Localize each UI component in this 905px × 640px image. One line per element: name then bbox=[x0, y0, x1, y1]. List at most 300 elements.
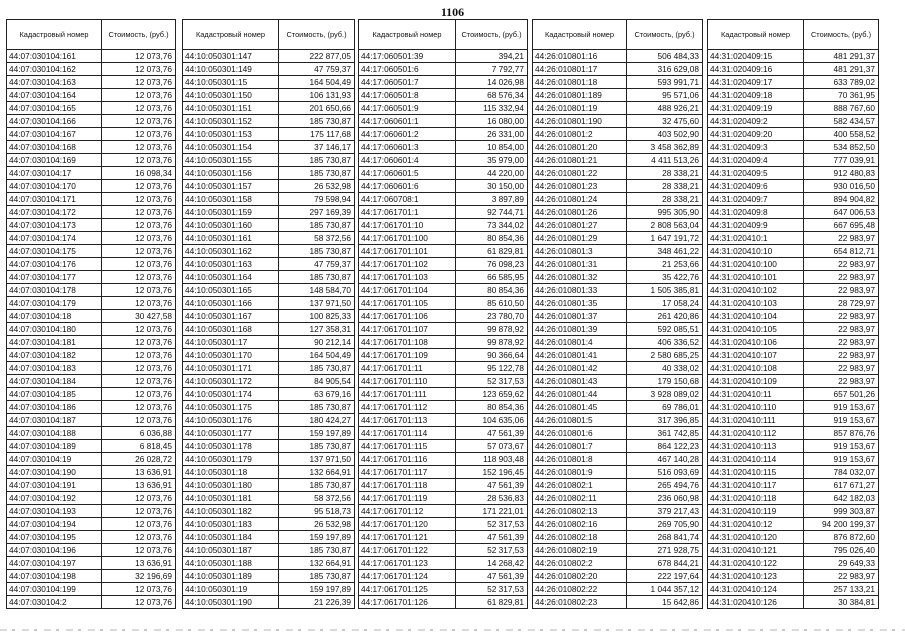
table-row bbox=[183, 271, 355, 284]
value-cell: 79 598,94 bbox=[279, 193, 355, 206]
cadastral-number-cell: 44:07:030104:19 bbox=[7, 453, 102, 466]
value-cell: 76 098,23 bbox=[456, 258, 528, 271]
cadastral-number-cell: 44:17:061701:101 bbox=[359, 245, 456, 258]
cadastral-number-cell: 44:26:010801:21 bbox=[533, 154, 627, 167]
table-row bbox=[708, 102, 879, 115]
table-row bbox=[7, 245, 176, 258]
cadastral-number-cell: 44:07:030104:172 bbox=[7, 206, 102, 219]
value-cell: 236 060,98 bbox=[627, 492, 703, 505]
cadastral-number-cell: 44:10:050301:17 bbox=[183, 336, 279, 349]
value-cell: 919 153,67 bbox=[804, 440, 879, 453]
value-cell: 12 073,76 bbox=[102, 284, 176, 297]
table-row bbox=[359, 375, 528, 388]
cadastral-number-cell: 44:17:060601:3 bbox=[359, 141, 456, 154]
value-cell: 80 854,36 bbox=[456, 284, 528, 297]
cadastral-number-cell: 44:10:050301:171 bbox=[183, 362, 279, 375]
table-row bbox=[7, 388, 176, 401]
value-cell: 137 971,50 bbox=[279, 297, 355, 310]
cadastral-number-cell: 44:26:010801:42 bbox=[533, 362, 627, 375]
value-cell: 361 742,85 bbox=[627, 427, 703, 440]
cadastral-number-cell: 44:26:010801:45 bbox=[533, 401, 627, 414]
table-row bbox=[7, 583, 176, 596]
table-row bbox=[183, 63, 355, 76]
value-header: Стоимость, (руб.) bbox=[102, 20, 176, 50]
cadastral-number-cell: 44:26:010801:9 bbox=[533, 466, 627, 479]
table-row bbox=[7, 219, 176, 232]
value-cell: 13 636,91 bbox=[102, 466, 176, 479]
value-cell: 185 730,87 bbox=[279, 479, 355, 492]
cadastral-number-cell: 44:10:050301:170 bbox=[183, 349, 279, 362]
cadastral-number-cell: 44:17:061701:11 bbox=[359, 362, 456, 375]
cadastral-number-cell: 44:10:050301:162 bbox=[183, 245, 279, 258]
value-cell: 467 140,28 bbox=[627, 453, 703, 466]
cadastral-number-cell: 44:07:030104:190 bbox=[7, 466, 102, 479]
cadastral-number-cell: 44:07:030104:183 bbox=[7, 362, 102, 375]
table-row bbox=[7, 336, 176, 349]
value-cell: 6 818,45 bbox=[102, 440, 176, 453]
table-row bbox=[359, 388, 528, 401]
cadastral-number-cell: 44:31:020410:12 bbox=[708, 518, 804, 531]
cadastral-number-cell: 44:26:010801:17 bbox=[533, 63, 627, 76]
cadastral-number-cell: 44:17:061701:111 bbox=[359, 388, 456, 401]
table-row bbox=[7, 427, 176, 440]
cadastral-number-cell: 44:07:030104:174 bbox=[7, 232, 102, 245]
value-cell: 394,21 bbox=[456, 50, 528, 63]
cadastral-number-cell: 44:31:020410:119 bbox=[708, 505, 804, 518]
value-cell: 104 635,06 bbox=[456, 414, 528, 427]
value-cell: 12 073,76 bbox=[102, 583, 176, 596]
table-row bbox=[7, 596, 176, 609]
cadastral-number-cell: 44:17:060501:6 bbox=[359, 63, 456, 76]
table-row bbox=[533, 167, 703, 180]
table-row bbox=[533, 284, 703, 297]
cadastral-number-cell: 44:31:020410:115 bbox=[708, 466, 804, 479]
value-cell: 888 767,60 bbox=[804, 102, 879, 115]
cadastral-number-cell: 44:26:010802:18 bbox=[533, 531, 627, 544]
value-cell: 52 317,53 bbox=[456, 375, 528, 388]
value-cell: 92 744,71 bbox=[456, 206, 528, 219]
value-cell: 23 780,70 bbox=[456, 310, 528, 323]
cadastral-number-cell: 44:10:050301:189 bbox=[183, 570, 279, 583]
table-row bbox=[7, 492, 176, 505]
cadastral-number-cell: 44:07:030104:2 bbox=[7, 596, 102, 609]
value-header: Стоимость, (руб.) bbox=[456, 20, 528, 50]
cadastral-number-cell: 44:10:050301:178 bbox=[183, 440, 279, 453]
table-row bbox=[7, 544, 176, 557]
value-cell: 12 073,76 bbox=[102, 141, 176, 154]
cadastral-number-cell: 44:26:010801:18 bbox=[533, 76, 627, 89]
table-row bbox=[533, 102, 703, 115]
value-cell: 47 561,39 bbox=[456, 570, 528, 583]
table-row bbox=[708, 50, 879, 63]
value-cell: 100 825,33 bbox=[279, 310, 355, 323]
table-row bbox=[708, 310, 879, 323]
cadastral-number-cell: 44:07:030104:192 bbox=[7, 492, 102, 505]
table-row bbox=[183, 128, 355, 141]
cadastral-number-cell: 44:10:050301:159 bbox=[183, 206, 279, 219]
cadastral-number-cell: 44:10:050301:190 bbox=[183, 596, 279, 609]
value-cell: 68 576,34 bbox=[456, 89, 528, 102]
value-cell: 73 344,02 bbox=[456, 219, 528, 232]
table-row bbox=[708, 115, 879, 128]
value-cell: 57 073,67 bbox=[456, 440, 528, 453]
table-row bbox=[183, 570, 355, 583]
cadastral-number-cell: 44:17:061701:10 bbox=[359, 219, 456, 232]
value-cell: 29 649,33 bbox=[804, 557, 879, 570]
cadastral-number-cell: 44:17:061701:1 bbox=[359, 206, 456, 219]
value-cell: 12 073,76 bbox=[102, 76, 176, 89]
cadastral-number-cell: 44:31:020410:103 bbox=[708, 297, 804, 310]
table-row bbox=[359, 154, 528, 167]
cadastral-number-cell: 44:10:050301:160 bbox=[183, 219, 279, 232]
table-row bbox=[533, 76, 703, 89]
table-row bbox=[708, 245, 879, 258]
value-cell: 132 664,91 bbox=[279, 557, 355, 570]
cadastral-number-cell: 44:07:030104:170 bbox=[7, 180, 102, 193]
table-row bbox=[183, 440, 355, 453]
value-cell: 894 904,82 bbox=[804, 193, 879, 206]
value-cell: 7 792,77 bbox=[456, 63, 528, 76]
value-cell: 6 036,88 bbox=[102, 427, 176, 440]
table-row bbox=[7, 531, 176, 544]
table-row bbox=[708, 323, 879, 336]
table-row bbox=[533, 362, 703, 375]
cadastral-number-cell: 44:26:010801:3 bbox=[533, 245, 627, 258]
cadastral-number-cell: 44:31:020410:104 bbox=[708, 310, 804, 323]
value-cell: 175 117,68 bbox=[279, 128, 355, 141]
cadastral-number-header: Кадастровый номер bbox=[533, 20, 627, 50]
table-row bbox=[533, 596, 703, 609]
table-row bbox=[533, 310, 703, 323]
cadastral-number-cell: 44:17:061701:122 bbox=[359, 544, 456, 557]
table-row bbox=[533, 388, 703, 401]
value-cell: 22 983,97 bbox=[804, 284, 879, 297]
cadastral-number-cell: 44:26:010801:189 bbox=[533, 89, 627, 102]
table-row bbox=[183, 518, 355, 531]
value-cell: 40 338,02 bbox=[627, 362, 703, 375]
cadastral-number-cell: 44:10:050301:150 bbox=[183, 89, 279, 102]
table-row bbox=[533, 180, 703, 193]
cadastral-number-cell: 44:07:030104:179 bbox=[7, 297, 102, 310]
cadastral-number-cell: 44:31:020410:101 bbox=[708, 271, 804, 284]
value-cell: 70 361,95 bbox=[804, 89, 879, 102]
value-cell: 633 789,02 bbox=[804, 76, 879, 89]
value-cell: 99 878,92 bbox=[456, 336, 528, 349]
cadastral-number-cell: 44:26:010801:37 bbox=[533, 310, 627, 323]
cadastral-number-cell: 44:31:020410:1 bbox=[708, 232, 804, 245]
table-row bbox=[708, 440, 879, 453]
cadastral-number-cell: 44:07:030104:18 bbox=[7, 310, 102, 323]
cadastral-number-cell: 44:10:050301:165 bbox=[183, 284, 279, 297]
value-cell: 12 073,76 bbox=[102, 128, 176, 141]
cadastral-number-cell: 44:17:061701:123 bbox=[359, 557, 456, 570]
table-row bbox=[359, 180, 528, 193]
table-row bbox=[7, 128, 176, 141]
cadastral-number-cell: 44:10:050301:149 bbox=[183, 63, 279, 76]
table-row bbox=[708, 258, 879, 271]
table-row bbox=[708, 232, 879, 245]
table-row bbox=[708, 492, 879, 505]
cadastral-number-cell: 44:07:030104:185 bbox=[7, 388, 102, 401]
cadastral-number-cell: 44:31:020409:8 bbox=[708, 206, 804, 219]
table-row bbox=[183, 349, 355, 362]
table-row bbox=[708, 466, 879, 479]
cadastral-number-cell: 44:10:050301:167 bbox=[183, 310, 279, 323]
cadastral-number-cell: 44:10:050301:187 bbox=[183, 544, 279, 557]
value-cell: 22 983,97 bbox=[804, 375, 879, 388]
cadastral-number-cell: 44:07:030104:162 bbox=[7, 63, 102, 76]
scan-edge-artifact bbox=[0, 629, 905, 631]
value-cell: 12 073,76 bbox=[102, 180, 176, 193]
table-row bbox=[359, 414, 528, 427]
table-row bbox=[708, 401, 879, 414]
table-row bbox=[708, 557, 879, 570]
value-cell: 164 504,49 bbox=[279, 349, 355, 362]
value-cell: 582 434,57 bbox=[804, 115, 879, 128]
table-row bbox=[7, 440, 176, 453]
table-row bbox=[533, 128, 703, 141]
cadastral-number-cell: 44:10:050301:163 bbox=[183, 258, 279, 271]
value-cell: 132 664,91 bbox=[279, 466, 355, 479]
table-row bbox=[359, 89, 528, 102]
cadastral-number-cell: 44:17:060601:6 bbox=[359, 180, 456, 193]
table-row bbox=[183, 50, 355, 63]
table-row bbox=[708, 362, 879, 375]
cadastral-number-cell: 44:17:060501:8 bbox=[359, 89, 456, 102]
cadastral-number-cell: 44:10:050301:157 bbox=[183, 180, 279, 193]
cadastral-number-cell: 44:31:020410:100 bbox=[708, 258, 804, 271]
cadastral-number-cell: 44:10:050301:19 bbox=[183, 583, 279, 596]
value-cell: 30 150,00 bbox=[456, 180, 528, 193]
value-cell: 12 073,76 bbox=[102, 115, 176, 128]
table-row bbox=[359, 336, 528, 349]
cadastral-number-cell: 44:26:010801:6 bbox=[533, 427, 627, 440]
table-row bbox=[7, 375, 176, 388]
cadastral-number-cell: 44:26:010801:32 bbox=[533, 271, 627, 284]
table-row bbox=[7, 323, 176, 336]
value-cell: 12 073,76 bbox=[102, 232, 176, 245]
value-cell: 13 636,91 bbox=[102, 479, 176, 492]
cadastral-number-cell: 44:31:020410:117 bbox=[708, 479, 804, 492]
value-cell: 348 461,22 bbox=[627, 245, 703, 258]
cadastral-number-cell: 44:26:010801:19 bbox=[533, 102, 627, 115]
table-row bbox=[359, 453, 528, 466]
table-row bbox=[359, 297, 528, 310]
cadastral-table-column-1 bbox=[6, 19, 176, 609]
table-row bbox=[359, 245, 528, 258]
table-row bbox=[359, 583, 528, 596]
value-cell: 185 730,87 bbox=[279, 570, 355, 583]
value-cell: 406 336,52 bbox=[627, 336, 703, 349]
cadastral-number-cell: 44:17:061701:116 bbox=[359, 453, 456, 466]
table-row bbox=[708, 284, 879, 297]
table-row bbox=[7, 453, 176, 466]
cadastral-number-cell: 44:10:050301:181 bbox=[183, 492, 279, 505]
cadastral-number-cell: 44:31:020410:107 bbox=[708, 349, 804, 362]
cadastral-number-cell: 44:07:030104:17 bbox=[7, 167, 102, 180]
table-row bbox=[7, 479, 176, 492]
value-cell: 2 580 685,25 bbox=[627, 349, 703, 362]
cadastral-number-cell: 44:10:050301:155 bbox=[183, 154, 279, 167]
cadastral-number-cell: 44:07:030104:195 bbox=[7, 531, 102, 544]
value-cell: 22 983,97 bbox=[804, 362, 879, 375]
table-row bbox=[533, 518, 703, 531]
table-row bbox=[7, 63, 176, 76]
cadastral-number-cell: 44:07:030104:176 bbox=[7, 258, 102, 271]
table-row bbox=[7, 310, 176, 323]
value-cell: 919 153,67 bbox=[804, 401, 879, 414]
cadastral-number-cell: 44:17:060501:39 bbox=[359, 50, 456, 63]
cadastral-number-cell: 44:31:020410:11 bbox=[708, 388, 804, 401]
table-row bbox=[183, 388, 355, 401]
value-cell: 171 221,01 bbox=[456, 505, 528, 518]
value-cell: 647 006,53 bbox=[804, 206, 879, 219]
table-row bbox=[708, 531, 879, 544]
value-cell: 61 829,81 bbox=[456, 596, 528, 609]
table-row bbox=[708, 63, 879, 76]
value-cell: 80 854,36 bbox=[456, 232, 528, 245]
cadastral-number-cell: 44:10:050301:18 bbox=[183, 466, 279, 479]
cadastral-number-cell: 44:26:010802:13 bbox=[533, 505, 627, 518]
table-row bbox=[533, 63, 703, 76]
table-row bbox=[359, 557, 528, 570]
value-cell: 63 679,16 bbox=[279, 388, 355, 401]
cadastral-number-cell: 44:17:060601:1 bbox=[359, 115, 456, 128]
table-row bbox=[7, 401, 176, 414]
table-row bbox=[7, 76, 176, 89]
table-row bbox=[708, 297, 879, 310]
table-row bbox=[359, 232, 528, 245]
cadastral-number-cell: 44:17:061701:119 bbox=[359, 492, 456, 505]
value-cell: 90 366,64 bbox=[456, 349, 528, 362]
value-cell: 16 098,34 bbox=[102, 167, 176, 180]
cadastral-number-cell: 44:17:061701:125 bbox=[359, 583, 456, 596]
cadastral-number-cell: 44:17:061701:103 bbox=[359, 271, 456, 284]
value-cell: 35 422,76 bbox=[627, 271, 703, 284]
value-cell: 777 039,91 bbox=[804, 154, 879, 167]
value-cell: 516 093,69 bbox=[627, 466, 703, 479]
table-row bbox=[533, 505, 703, 518]
table-row bbox=[533, 557, 703, 570]
value-cell: 12 073,76 bbox=[102, 336, 176, 349]
cadastral-number-cell: 44:31:020410:122 bbox=[708, 557, 804, 570]
value-cell: 35 979,00 bbox=[456, 154, 528, 167]
table-row bbox=[533, 50, 703, 63]
table-row bbox=[183, 102, 355, 115]
table-row bbox=[708, 154, 879, 167]
cadastral-number-cell: 44:17:061701:117 bbox=[359, 466, 456, 479]
table-row bbox=[7, 258, 176, 271]
value-cell: 69 786,01 bbox=[627, 401, 703, 414]
value-cell: 488 926,21 bbox=[627, 102, 703, 115]
value-cell: 297 169,39 bbox=[279, 206, 355, 219]
cadastral-number-cell: 44:26:010801:2 bbox=[533, 128, 627, 141]
table-row bbox=[708, 479, 879, 492]
cadastral-number-cell: 44:07:030104:177 bbox=[7, 271, 102, 284]
table-row bbox=[359, 466, 528, 479]
cadastral-number-cell: 44:10:050301:179 bbox=[183, 453, 279, 466]
cadastral-number-cell: 44:26:010801:5 bbox=[533, 414, 627, 427]
value-cell: 22 983,97 bbox=[804, 232, 879, 245]
cadastral-number-cell: 44:10:050301:154 bbox=[183, 141, 279, 154]
cadastral-number-cell: 44:26:010801:20 bbox=[533, 141, 627, 154]
value-cell: 47 561,39 bbox=[456, 427, 528, 440]
table-row bbox=[533, 297, 703, 310]
cadastral-number-cell: 44:31:020410:123 bbox=[708, 570, 804, 583]
value-cell: 66 585,95 bbox=[456, 271, 528, 284]
cadastral-number-cell: 44:07:030104:182 bbox=[7, 349, 102, 362]
value-cell: 47 561,39 bbox=[456, 531, 528, 544]
value-cell: 3 458 362,89 bbox=[627, 141, 703, 154]
cadastral-number-cell: 44:07:030104:166 bbox=[7, 115, 102, 128]
value-cell: 16 080,00 bbox=[456, 115, 528, 128]
table-row bbox=[533, 583, 703, 596]
table-row bbox=[533, 206, 703, 219]
table-row bbox=[533, 453, 703, 466]
value-cell: 667 695,48 bbox=[804, 219, 879, 232]
value-cell: 12 073,76 bbox=[102, 297, 176, 310]
table-row bbox=[7, 362, 176, 375]
value-cell: 185 730,87 bbox=[279, 154, 355, 167]
table-row bbox=[183, 427, 355, 440]
cadastral-number-cell: 44:07:030104:186 bbox=[7, 401, 102, 414]
table-row bbox=[359, 76, 528, 89]
table-row bbox=[359, 440, 528, 453]
cadastral-number-header: Кадастровый номер bbox=[183, 20, 279, 50]
table-row bbox=[533, 440, 703, 453]
value-cell: 12 073,76 bbox=[102, 154, 176, 167]
value-cell: 159 197,89 bbox=[279, 427, 355, 440]
value-cell: 12 073,76 bbox=[102, 401, 176, 414]
value-cell: 857 876,76 bbox=[804, 427, 879, 440]
cadastral-number-cell: 44:26:010802:22 bbox=[533, 583, 627, 596]
cadastral-number-cell: 44:07:030104:181 bbox=[7, 336, 102, 349]
value-cell: 995 305,90 bbox=[627, 206, 703, 219]
cadastral-number-cell: 44:07:030104:187 bbox=[7, 414, 102, 427]
table-row bbox=[359, 284, 528, 297]
value-cell: 268 841,74 bbox=[627, 531, 703, 544]
table-row bbox=[533, 141, 703, 154]
table-row bbox=[359, 427, 528, 440]
cadastral-number-cell: 44:07:030104:163 bbox=[7, 76, 102, 89]
value-cell: 12 073,76 bbox=[102, 206, 176, 219]
cadastral-number-cell: 44:31:020410:112 bbox=[708, 427, 804, 440]
value-cell: 12 073,76 bbox=[102, 505, 176, 518]
value-cell: 201 650,66 bbox=[279, 102, 355, 115]
table-row bbox=[7, 141, 176, 154]
cadastral-number-cell: 44:07:030104:199 bbox=[7, 583, 102, 596]
value-cell: 271 928,75 bbox=[627, 544, 703, 557]
cadastral-number-cell: 44:07:030104:175 bbox=[7, 245, 102, 258]
cadastral-number-cell: 44:31:020409:7 bbox=[708, 193, 804, 206]
value-cell: 678 844,21 bbox=[627, 557, 703, 570]
value-cell: 999 303,87 bbox=[804, 505, 879, 518]
table-row bbox=[708, 518, 879, 531]
value-cell: 14 026,98 bbox=[456, 76, 528, 89]
cadastral-number-cell: 44:26:010801:16 bbox=[533, 50, 627, 63]
table-row bbox=[183, 258, 355, 271]
value-cell: 179 150,68 bbox=[627, 375, 703, 388]
value-cell: 222 877,05 bbox=[279, 50, 355, 63]
table-row bbox=[183, 414, 355, 427]
value-cell: 44 220,00 bbox=[456, 167, 528, 180]
table-row bbox=[183, 453, 355, 466]
table-row bbox=[183, 583, 355, 596]
table-row bbox=[533, 479, 703, 492]
value-cell: 22 983,97 bbox=[804, 258, 879, 271]
table-row bbox=[7, 466, 176, 479]
value-cell: 22 983,97 bbox=[804, 271, 879, 284]
